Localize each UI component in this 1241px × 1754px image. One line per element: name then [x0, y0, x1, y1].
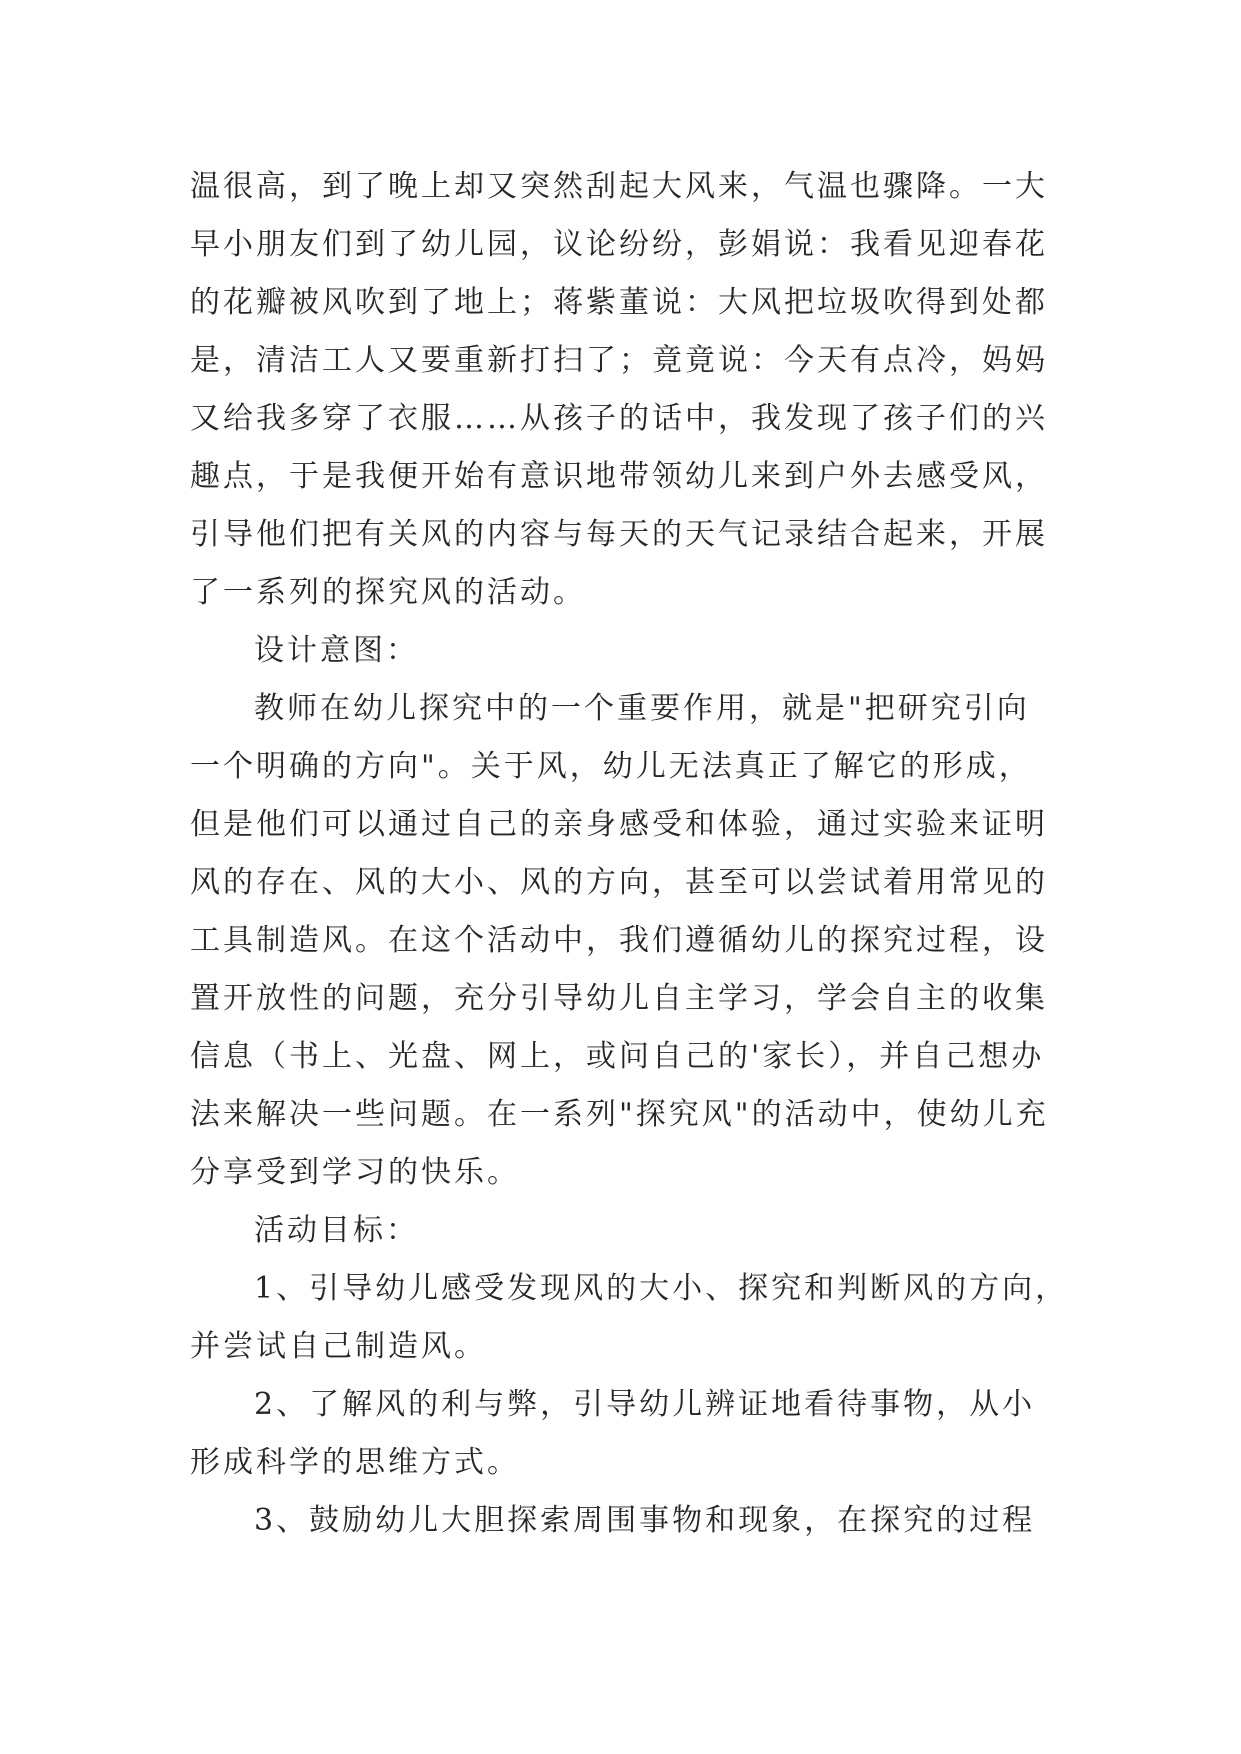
text-line: 一个明确的方向"。关于风，幼儿无法真正了解它的形成， [190, 749, 1032, 784]
text-line: 早小朋友们到了幼儿园，议论纷纷，彭娟说：我看见迎春花 [190, 227, 1048, 262]
section-heading-activity-goals: 活动目标： [254, 1213, 419, 1248]
text-line: 风的存在、风的大小、风的方向，甚至可以尝试着用常见的 [190, 865, 1048, 900]
text-line: 趣点，于是我便开始有意识地带领幼儿来到户外去感受风， [190, 459, 1048, 494]
text-line: 工具制造风。在这个活动中，我们遵循幼儿的探究过程，设 [190, 923, 1048, 958]
text-line: 但是他们可以通过自己的亲身感受和体验，通过实验来证明 [190, 807, 1048, 842]
goal-item-3: 3、鼓励幼儿大胆探索周围事物和现象，在探究的过程 [254, 1503, 1036, 1538]
section-heading-design-intent: 设计意图： [254, 633, 419, 668]
goal-item-1: 1、引导幼儿感受发现风的大小、探究和判断风的方向， [254, 1271, 1069, 1306]
text-line: 了一系列的探究风的活动。 [190, 575, 586, 610]
text-line: 教师在幼儿探究中的一个重要作用，就是"把研究引向 [254, 691, 1030, 726]
text-line: 法来解决一些问题。在一系列"探究风"的活动中，使幼儿充 [190, 1097, 1049, 1132]
goal-item-2: 2、了解风的利与弊，引导幼儿辨证地看待事物，从小 [254, 1387, 1036, 1422]
text-line: 的花瓣被风吹到了地上；蒋紫董说：大风把垃圾吹得到处都 [190, 285, 1048, 320]
text-line: 并尝试自己制造风。 [190, 1329, 487, 1364]
text-line: 信息（书上、光盘、网上，或问自己的'家长），并自己想办 [190, 1039, 1045, 1074]
document-body [190, 158, 1070, 1550]
text-line: 置开放性的问题，充分引导幼儿自主学习，学会自主的收集 [190, 981, 1048, 1016]
text-line: 温很高，到了晚上却又突然刮起大风来，气温也骤降。一大 [190, 169, 1048, 204]
text-line: 是，清洁工人又要重新打扫了；竟竟说：今天有点冷，妈妈 [190, 343, 1048, 378]
text-line: 引导他们把有关风的内容与每天的天气记录结合起来，开展 [190, 517, 1048, 552]
text-line: 又给我多穿了衣服……从孩子的话中，我发现了孩子们的兴 [190, 401, 1048, 436]
text-line: 形成科学的思维方式。 [190, 1445, 520, 1480]
text-line: 分享受到学习的快乐。 [190, 1155, 520, 1190]
